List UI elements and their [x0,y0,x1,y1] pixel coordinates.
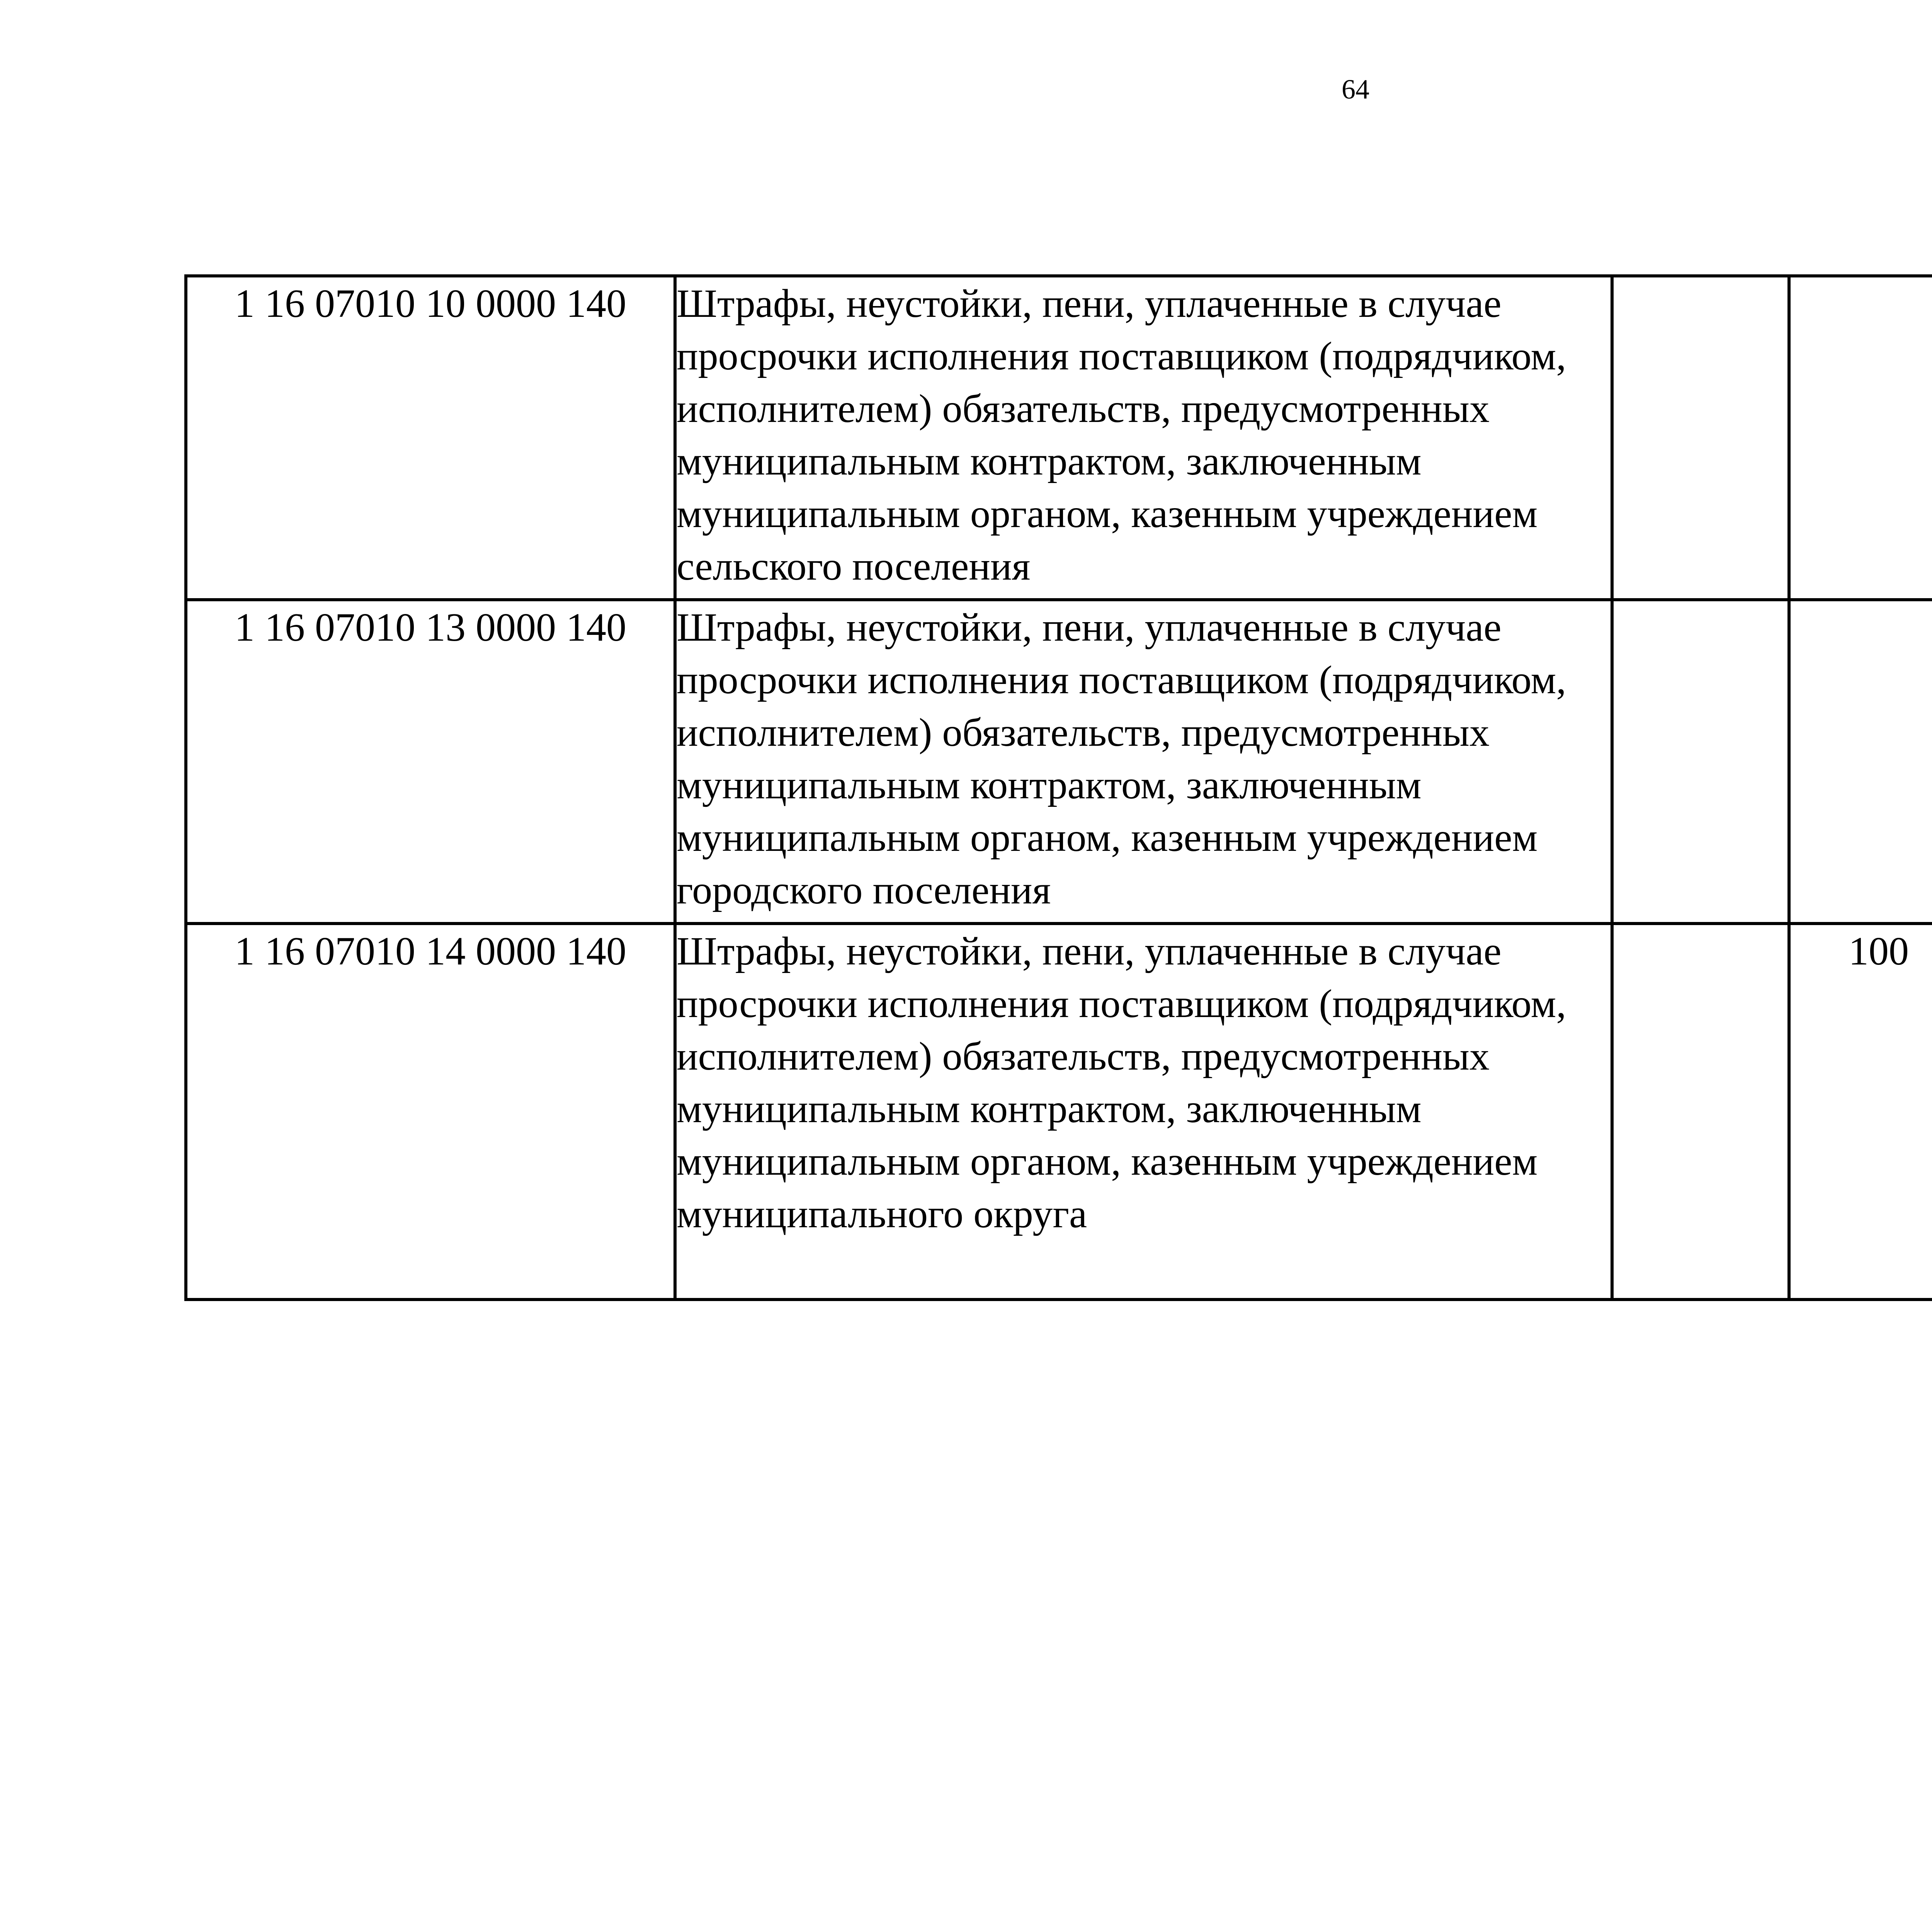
income-description-cell: Штрафы, неустойки, пени, уплаченные в случае просрочки исполнения поставщиком (подрядчиком, исполнителем) обязательств, предусмотренных муниципальным контрактом, заключенным муниципальным органом, казенным учреждением муниципального округа [675,924,1612,1300]
income-description-cell: Штрафы, неустойки, пени, уплаченные в случае просрочки исполнения поставщиком (подрядчиком, исполнителем) обязательств, предусмотренных муниципальным контрактом, заключенным муниципальным органом, казенным учреждением сельского поселения [675,276,1612,600]
revenue-distribution-table [184,274,1932,1301]
value-cell [1612,600,1789,924]
table-row [186,276,1932,600]
income-code-cell: 1 16 07010 10 0000 140 [186,276,675,600]
value-cell [1612,276,1789,600]
value-cell: 100 [1789,924,1932,1300]
income-description-cell: Штрафы, неустойки, пени, уплаченные в случае просрочки исполнения поставщиком (подрядчиком, исполнителем) обязательств, предусмотренных муниципальным контрактом, заключенным муниципальным органом, казенным учреждением городского поселения [675,600,1612,924]
income-code-cell: 1 16 07010 13 0000 140 [186,600,675,924]
value-cell [1789,600,1932,924]
value-cell [1789,276,1932,600]
table-row [186,600,1932,924]
income-code-cell: 1 16 07010 14 0000 140 [186,924,675,1300]
page-number: 64 [1342,74,1369,105]
value-cell [1612,924,1789,1300]
table-row [186,924,1932,1300]
